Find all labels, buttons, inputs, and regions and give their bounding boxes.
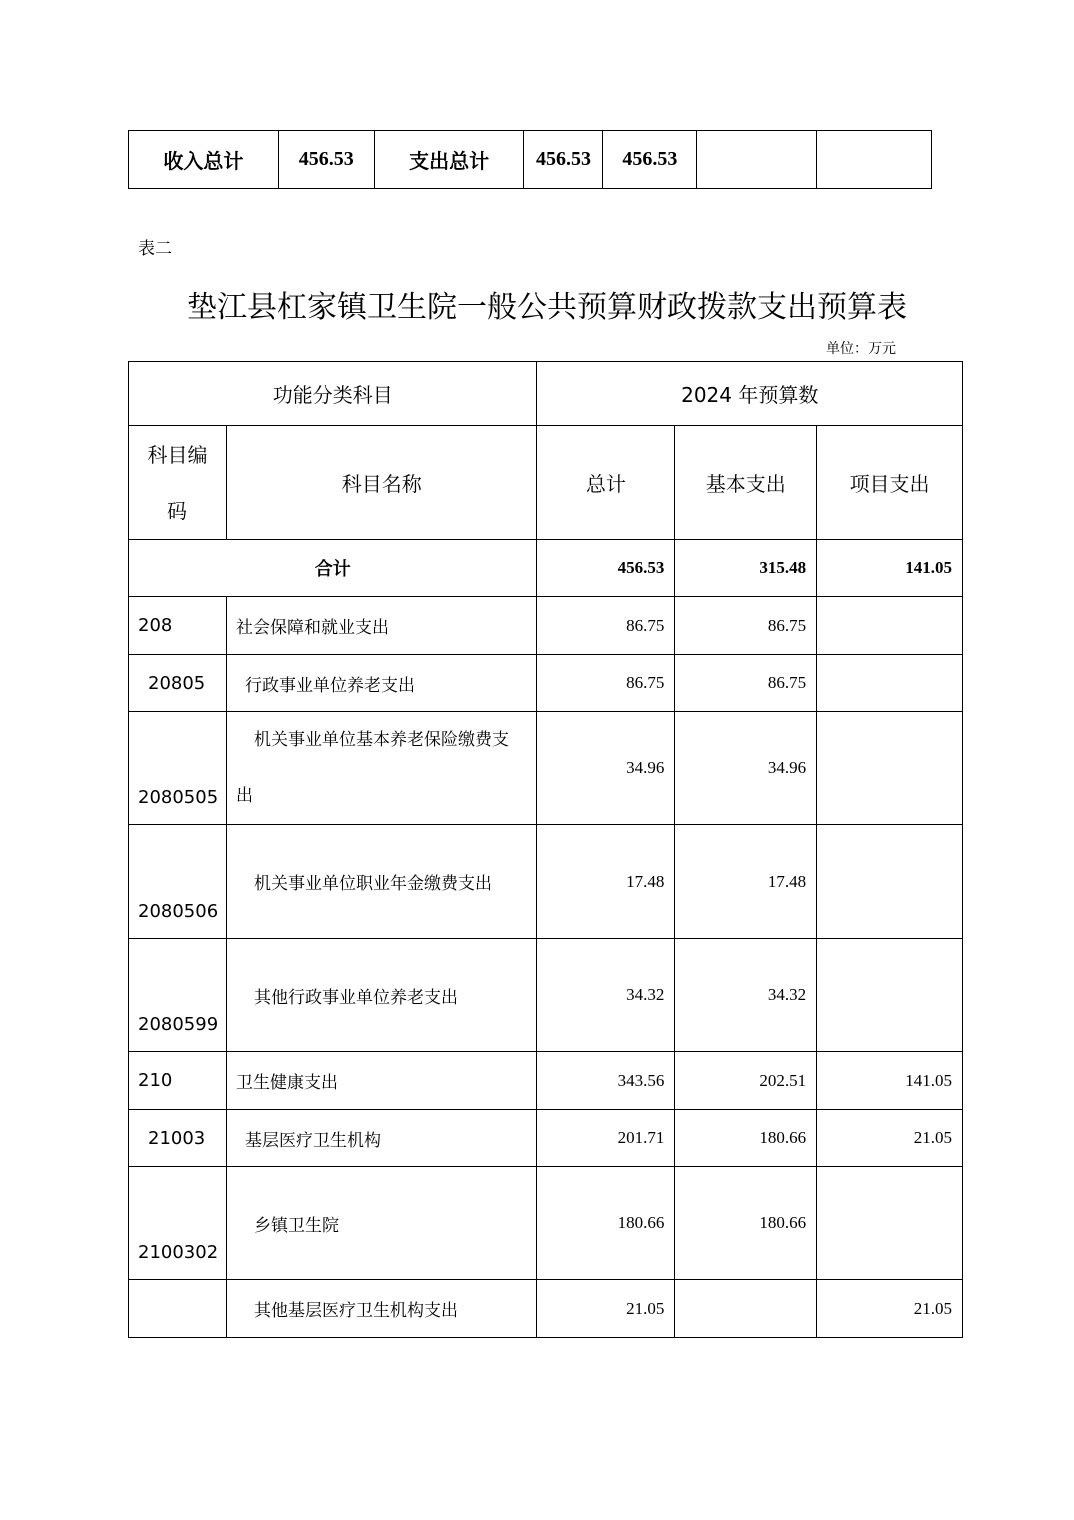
row-project bbox=[817, 712, 963, 825]
budget-table bbox=[128, 361, 963, 1338]
row-name: 社会保障和就业支出 bbox=[226, 597, 536, 655]
page-title: 垫江县杠家镇卫生院一般公共预算财政拨款支出预算表 bbox=[187, 290, 907, 325]
totals-basic: 315.48 bbox=[675, 540, 817, 597]
header-code-line2: 码 bbox=[167, 498, 187, 523]
totals-total: 456.53 bbox=[537, 540, 675, 597]
row-basic: 180.66 bbox=[675, 1110, 817, 1167]
row-total: 201.71 bbox=[537, 1110, 675, 1167]
row-name: 机关事业单位职业年金缴费支出 bbox=[226, 825, 536, 939]
row-basic bbox=[675, 1280, 817, 1338]
row-total: 86.75 bbox=[537, 655, 675, 712]
row-name: 卫生健康支出 bbox=[226, 1052, 536, 1110]
row-name-line1: 机关事业单位基本养老保险缴费支 bbox=[253, 730, 509, 750]
empty-cell bbox=[817, 131, 932, 189]
summary-table bbox=[128, 130, 932, 189]
header-budget-year: 2024 年预算数 bbox=[537, 362, 963, 426]
row-code: 208 bbox=[129, 597, 227, 655]
header-category: 功能分类科目 bbox=[129, 362, 537, 426]
row-basic: 17.48 bbox=[675, 825, 817, 939]
table-row bbox=[129, 1110, 963, 1167]
row-total: 180.66 bbox=[537, 1167, 675, 1280]
row-basic: 86.75 bbox=[675, 655, 817, 712]
row-name: 基层医疗卫生机构 bbox=[226, 1110, 536, 1167]
expense-total-label: 支出总计 bbox=[374, 131, 524, 189]
row-name: 其他行政事业单位养老支出 bbox=[226, 939, 536, 1052]
row-name: 其他基层医疗卫生机构支出 bbox=[226, 1280, 536, 1338]
summary-row bbox=[129, 131, 932, 189]
header-basic: 基本支出 bbox=[675, 426, 817, 540]
row-code: 210 bbox=[129, 1052, 227, 1110]
row-basic: 34.96 bbox=[675, 712, 817, 825]
header-project: 项目支出 bbox=[817, 426, 963, 540]
row-name bbox=[226, 712, 536, 825]
row-code: 20805 bbox=[129, 655, 227, 712]
row-name: 乡镇卫生院 bbox=[226, 1167, 536, 1280]
row-code: 2080505 bbox=[129, 712, 227, 825]
table-row bbox=[129, 1052, 963, 1110]
income-total-value: 456.53 bbox=[278, 131, 374, 189]
row-basic: 86.75 bbox=[675, 597, 817, 655]
table-tag: 表二 bbox=[138, 239, 172, 259]
row-project: 21.05 bbox=[817, 1280, 963, 1338]
header-name: 科目名称 bbox=[226, 426, 536, 540]
row-project: 21.05 bbox=[817, 1110, 963, 1167]
row-total: 21.05 bbox=[537, 1280, 675, 1338]
table-row bbox=[129, 1280, 963, 1338]
row-name: 行政事业单位养老支出 bbox=[226, 655, 536, 712]
row-project bbox=[817, 825, 963, 939]
table-row bbox=[129, 939, 963, 1052]
row-project bbox=[817, 597, 963, 655]
row-basic: 180.66 bbox=[675, 1167, 817, 1280]
table-row bbox=[129, 1167, 963, 1280]
table-row bbox=[129, 655, 963, 712]
row-total: 34.96 bbox=[537, 712, 675, 825]
expense-total-value: 456.53 bbox=[524, 131, 603, 189]
row-code: 21003 bbox=[129, 1110, 227, 1167]
row-project bbox=[817, 939, 963, 1052]
totals-project: 141.05 bbox=[817, 540, 963, 597]
table-row bbox=[129, 712, 963, 825]
row-project bbox=[817, 1167, 963, 1280]
row-name-line2: 出 bbox=[235, 786, 253, 806]
row-total: 86.75 bbox=[537, 597, 675, 655]
row-code: 2080506 bbox=[129, 825, 227, 939]
row-total: 34.32 bbox=[537, 939, 675, 1052]
empty-cell bbox=[697, 131, 817, 189]
row-project: 141.05 bbox=[817, 1052, 963, 1110]
row-basic: 202.51 bbox=[675, 1052, 817, 1110]
row-total: 343.56 bbox=[537, 1052, 675, 1110]
expense-subtotal-value: 456.53 bbox=[603, 131, 697, 189]
header-code-line1: 科目编 bbox=[147, 442, 208, 467]
table-row bbox=[129, 597, 963, 655]
table-row bbox=[129, 825, 963, 939]
row-code: 2080599 bbox=[129, 939, 227, 1052]
row-code: 2100302 bbox=[129, 1167, 227, 1280]
unit-note: 单位：万元 bbox=[826, 341, 896, 357]
header-row-1 bbox=[129, 362, 963, 426]
header-code bbox=[129, 426, 227, 540]
totals-row bbox=[129, 540, 963, 597]
row-total: 17.48 bbox=[537, 825, 675, 939]
row-basic: 34.32 bbox=[675, 939, 817, 1052]
header-total: 总计 bbox=[537, 426, 675, 540]
header-row-2 bbox=[129, 426, 963, 540]
income-total-label: 收入总计 bbox=[129, 131, 279, 189]
row-project bbox=[817, 655, 963, 712]
row-code bbox=[129, 1280, 227, 1338]
totals-label: 合计 bbox=[129, 540, 537, 597]
